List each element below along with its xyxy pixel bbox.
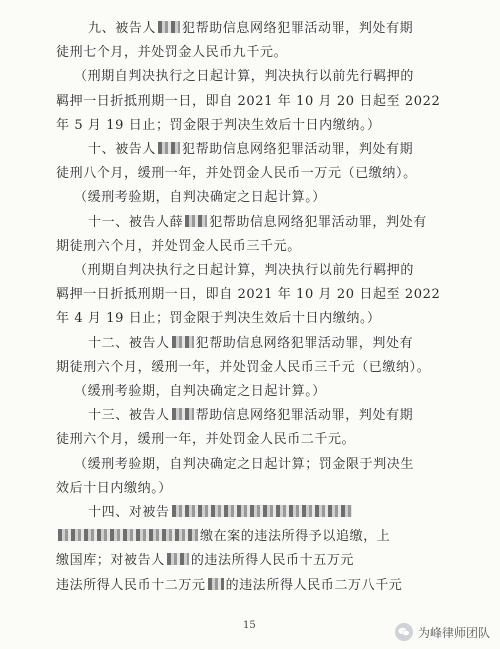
line-text: 缴国库；对被告人	[56, 553, 165, 569]
line-text: 的违法所得人民币二万八千元	[225, 577, 403, 593]
redaction-mosaic	[185, 215, 207, 227]
line-text: 违法所得人民币十二万元	[56, 577, 206, 593]
text-line: （刑期自判决执行之日起计算，判决执行以前先行羁押的	[74, 69, 415, 85]
text-line	[88, 214, 427, 232]
line-text: 犯帮助信息网络犯罪活动罪，判处有	[209, 214, 427, 230]
watermark	[395, 623, 490, 641]
line-text: 十二、被告人	[88, 335, 170, 351]
text-line: （缓刑考验期，自判决确定之日起计算。）	[74, 190, 326, 206]
redaction-mosaic	[167, 553, 189, 565]
text-line	[88, 335, 413, 353]
redaction-mosaic	[158, 142, 180, 154]
text-line: 徒刑八个月，缓刑一年，并处罚金人民币一万元（已缴纳）。	[56, 166, 417, 182]
text-line: 年 4 月 19 日止；罚金限于判决生效后十日内缴纳。）	[56, 311, 381, 327]
line-text: 缴在案的违法所得予以追缴，上	[200, 529, 391, 545]
redaction-mosaic	[172, 505, 352, 517]
line-text: 犯帮助信息网络犯罪活动罪，判处有	[195, 335, 414, 351]
line-text: 十、被告人	[88, 142, 157, 157]
redaction-mosaic	[58, 529, 198, 541]
line-text: 十三、被告人	[88, 408, 170, 424]
text-line: 年 5 月 19 日止；罚金限于判决生效后十日内缴纳。）	[56, 117, 381, 133]
text-line: 期徒刑六个月，缓刑一年，并处罚金人民币三千元（已缴纳）。	[56, 359, 431, 375]
text-line: 徒刑七个月，并处罚金人民币九千元。	[56, 45, 288, 61]
line-text: 帮助信息网络犯罪活动罪，判处有期	[195, 408, 414, 424]
redaction-mosaic	[208, 578, 224, 590]
redaction-mosaic	[158, 21, 180, 33]
text-line: 期徒刑六个月，并处罚金人民币三千元。	[56, 238, 301, 254]
watermark-text: 为峰律师团队	[417, 625, 490, 640]
text-line	[88, 504, 354, 522]
text-line	[56, 552, 354, 570]
text-line: （缓刑考验期，自判决确定之日起计算；罚金限于判决生	[74, 456, 415, 472]
redaction-mosaic	[172, 336, 194, 348]
line-text: 十一、被告人薛	[88, 214, 184, 230]
page-number: 15	[243, 620, 256, 631]
text-line	[88, 20, 413, 38]
text-line: 徒刑六个月，缓刑一年，并处罚金人民币二千元。	[56, 432, 356, 448]
text-line	[88, 407, 413, 425]
text-line	[88, 141, 413, 159]
text-line: （刑期自判决执行之日起计算，判决执行以前先行羁押的	[74, 263, 415, 278]
text-line: 羁押一日折抵刑期一日，即自 2021 年 10 月 20 日起至 2022	[56, 287, 441, 303]
wechat-logo-icon	[395, 623, 413, 641]
text-line: 羁押一日折抵刑期一日，即自 2021 年 10 月 20 日起至 2022	[56, 93, 441, 109]
line-text: 十四、对被告	[88, 505, 170, 520]
text-line: （缓刑考验期，自判决确定之日起计算。）	[74, 384, 326, 399]
line-text: 九、被告人	[88, 21, 157, 36]
redaction-mosaic	[172, 408, 194, 420]
line-text: 犯帮助信息网络犯罪活动罪，判处有期	[182, 142, 414, 157]
text-line	[56, 528, 390, 546]
text-line	[56, 577, 402, 595]
text-line: 效后十日内缴纳。）	[56, 480, 172, 496]
line-text: 犯帮助信息网络犯罪活动罪，判处有期	[182, 21, 414, 36]
line-text: 的违法所得人民币十五万元	[190, 553, 355, 569]
